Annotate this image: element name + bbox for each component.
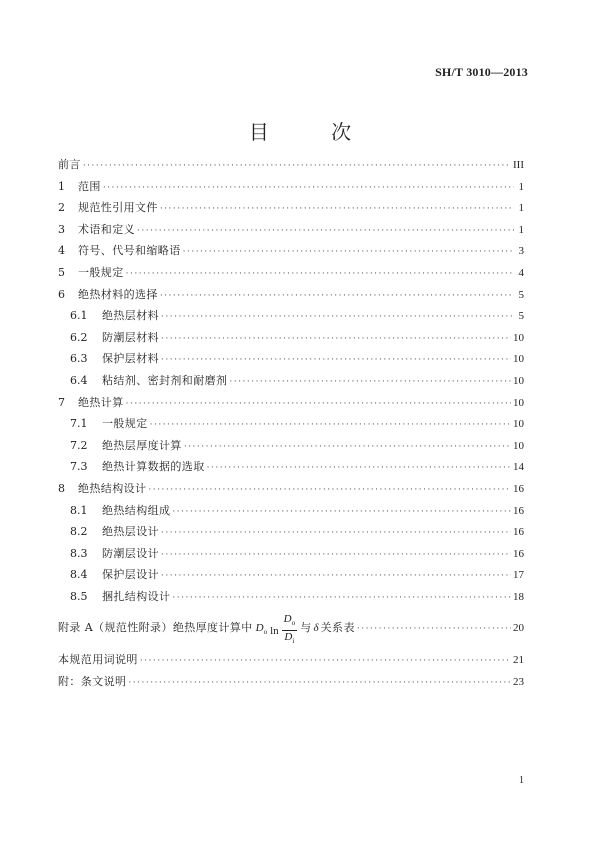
- toc-entry-label: 绝热层厚度计算: [102, 438, 182, 452]
- toc-entry-number: 7: [58, 395, 65, 409]
- leader-dots: [126, 264, 514, 286]
- toc-entry-1[interactable]: [58, 176, 524, 198]
- toc-entry-3[interactable]: [58, 219, 524, 241]
- toc-entry-6[interactable]: [58, 284, 524, 306]
- fraction-numerator: $D_o$: [282, 613, 297, 631]
- toc-entry-page: 10: [513, 353, 524, 366]
- toc-entry-label: 绝热层设计: [102, 525, 159, 539]
- toc-entry-page: 23: [513, 676, 524, 689]
- toc-entry-label: 一般规定: [78, 265, 124, 279]
- leader-dots: [161, 523, 511, 545]
- toc-entry-page: 16: [513, 526, 524, 539]
- toc-entry-number: 3: [58, 222, 65, 236]
- formula-d: $D_o$: [255, 622, 268, 637]
- toc-entry-page: 20: [513, 622, 524, 635]
- toc-entry-label: 防潮层设计: [102, 546, 159, 560]
- toc-entry-8-4[interactable]: [58, 564, 524, 586]
- toc-entry-number: 8: [58, 481, 65, 495]
- toc-entry-number: 6.3: [70, 352, 88, 366]
- toc-entry-number: 8.3: [70, 546, 88, 560]
- leader-dots: [140, 651, 511, 673]
- toc-entry-number: 8.1: [70, 503, 88, 517]
- toc-entry-number: 7.3: [70, 460, 88, 474]
- toc-entry-number: 6.2: [70, 330, 88, 344]
- toc-entry-foreword[interactable]: [58, 154, 524, 176]
- toc-entry-page: 4: [518, 266, 524, 279]
- toc-entry-label: 绝热材料的选择: [78, 287, 158, 301]
- toc-title: 目 次: [248, 120, 380, 144]
- leader-dots: [150, 415, 511, 437]
- appendix-connector: 与: [300, 621, 312, 635]
- toc-entry-8-3[interactable]: [58, 543, 524, 565]
- toc-entry-page: 14: [513, 461, 524, 474]
- leader-dots: [128, 673, 511, 695]
- leader-dots: [357, 608, 511, 650]
- leader-dots: [207, 458, 511, 480]
- leader-dots: [161, 545, 511, 567]
- toc-entry-8[interactable]: [58, 478, 524, 500]
- leader-dots: [137, 221, 514, 243]
- toc-entry-number: 2: [58, 201, 65, 215]
- toc-entry-page: 10: [513, 331, 524, 344]
- leader-dots: [161, 307, 514, 329]
- toc-entry-page: 10: [513, 374, 524, 387]
- toc-entry-page: 5: [518, 288, 524, 301]
- toc-entry-8-1[interactable]: [58, 500, 524, 522]
- leader-dots: [161, 350, 511, 372]
- toc-entry-label: 绝热结构设计: [78, 481, 147, 495]
- toc-entry-2[interactable]: [58, 197, 524, 219]
- toc-entry-number: 6: [58, 287, 65, 301]
- leader-dots: [103, 178, 514, 200]
- standard-code: SH/T 3010—2013: [435, 65, 528, 79]
- toc-entry-page: 16: [513, 504, 524, 517]
- toc-entry-5[interactable]: [58, 262, 524, 284]
- toc-entry-6-2[interactable]: [58, 327, 524, 349]
- toc-entry-label: 绝热计算: [78, 395, 124, 409]
- delta-symbol: δ: [313, 622, 319, 635]
- toc-entry-label: 范围: [78, 179, 101, 193]
- toc-entry-number: 1: [58, 179, 65, 193]
- leader-dots: [172, 502, 511, 524]
- leader-dots: [183, 242, 514, 264]
- toc-entry-label: 绝热结构组成: [102, 503, 171, 517]
- toc-entry-number: 7.2: [70, 438, 88, 452]
- toc-entry-label: 术语和定义: [78, 222, 135, 236]
- toc-entry-6-1[interactable]: [58, 305, 524, 327]
- appendix-suffix: 关系表: [320, 621, 355, 635]
- fraction-denominator: $D_i$: [284, 631, 295, 646]
- toc-entry-page: 1: [518, 180, 524, 193]
- toc-entry-page: 1: [518, 223, 524, 236]
- toc-entry-page: 1: [518, 202, 524, 215]
- toc-entry-page: 18: [513, 590, 524, 603]
- toc-entry-number: 8.4: [70, 568, 88, 582]
- toc-entry-page: 5: [518, 310, 524, 323]
- toc-entry-label: 保护层材料: [102, 352, 159, 366]
- toc-entry-number: 7.1: [70, 417, 88, 431]
- toc-entry-number: 4: [58, 244, 65, 258]
- toc-entry-label: 前言: [58, 158, 81, 171]
- toc-entry-6-4[interactable]: [58, 370, 524, 392]
- leader-dots: [83, 156, 511, 178]
- formula-fraction: [282, 613, 297, 648]
- toc-entry-number: 8.2: [70, 525, 88, 539]
- leader-dots: [148, 480, 511, 502]
- toc-entry-page: III: [513, 159, 524, 171]
- toc-entry-number: 5: [58, 265, 65, 279]
- toc-entry-8-5[interactable]: [58, 586, 524, 608]
- toc-entry-label: 本规范用词说明: [58, 653, 138, 667]
- leader-dots: [160, 286, 514, 308]
- toc-entry-wording-notes[interactable]: [58, 649, 524, 671]
- page-number: 1: [519, 775, 524, 786]
- toc-entry-page: 21: [513, 654, 524, 667]
- toc-entry-page: 17: [513, 569, 524, 582]
- leader-dots: [172, 588, 511, 610]
- toc-entry-label: 规范性引用文件: [78, 201, 158, 215]
- toc-entry-label: 一般规定: [102, 417, 148, 431]
- toc-entry-4[interactable]: [58, 240, 524, 262]
- leader-dots: [184, 437, 511, 459]
- appendix-prefix: 附录 A（规范性附录）绝热厚度计算中: [58, 621, 253, 635]
- toc-entry-7-2[interactable]: [58, 435, 524, 457]
- toc-entry-8-2[interactable]: [58, 521, 524, 543]
- toc-entry-7-1[interactable]: [58, 413, 524, 435]
- toc-entry-page: 10: [513, 396, 524, 409]
- toc-entry-label: 绝热计算数据的选取: [102, 460, 205, 474]
- leader-dots: [161, 566, 511, 588]
- toc-entry-appendix-a[interactable]: [58, 607, 524, 649]
- formula-ln: ln: [270, 624, 279, 637]
- toc-entry-label: 附：条文说明: [58, 675, 127, 689]
- thickness-formula: [256, 607, 297, 653]
- toc-entry-label: 防潮层材料: [102, 330, 159, 344]
- toc-entry-page: 10: [513, 439, 524, 452]
- toc-entry-label: 符号、代号和缩略语: [78, 244, 181, 258]
- toc-entry-label: 绝热层材料: [102, 309, 159, 323]
- toc-entry-label: 捆扎结构设计: [102, 589, 171, 603]
- toc-entry-clause-explanation[interactable]: [58, 671, 524, 693]
- toc-entry-label: 粘结剂、密封剂和耐磨剂: [102, 373, 228, 387]
- toc-entry-page: 16: [513, 547, 524, 560]
- toc-entry-page: 10: [513, 418, 524, 431]
- toc-entry-label: 保护层设计: [102, 568, 159, 582]
- toc-entry-7-3[interactable]: [58, 456, 524, 478]
- table-of-contents: [58, 154, 524, 693]
- leader-dots: [160, 199, 514, 221]
- leader-dots: [161, 329, 511, 351]
- toc-entry-7[interactable]: [58, 392, 524, 414]
- leader-dots: [229, 372, 511, 394]
- toc-entry-number: 6.1: [70, 309, 88, 323]
- toc-entry-number: 6.4: [70, 373, 88, 387]
- toc-entry-page: 16: [513, 482, 524, 495]
- leader-dots: [126, 394, 511, 416]
- toc-entry-number: 8.5: [70, 589, 88, 603]
- toc-entry-6-3[interactable]: [58, 348, 524, 370]
- toc-entry-page: 3: [518, 245, 524, 258]
